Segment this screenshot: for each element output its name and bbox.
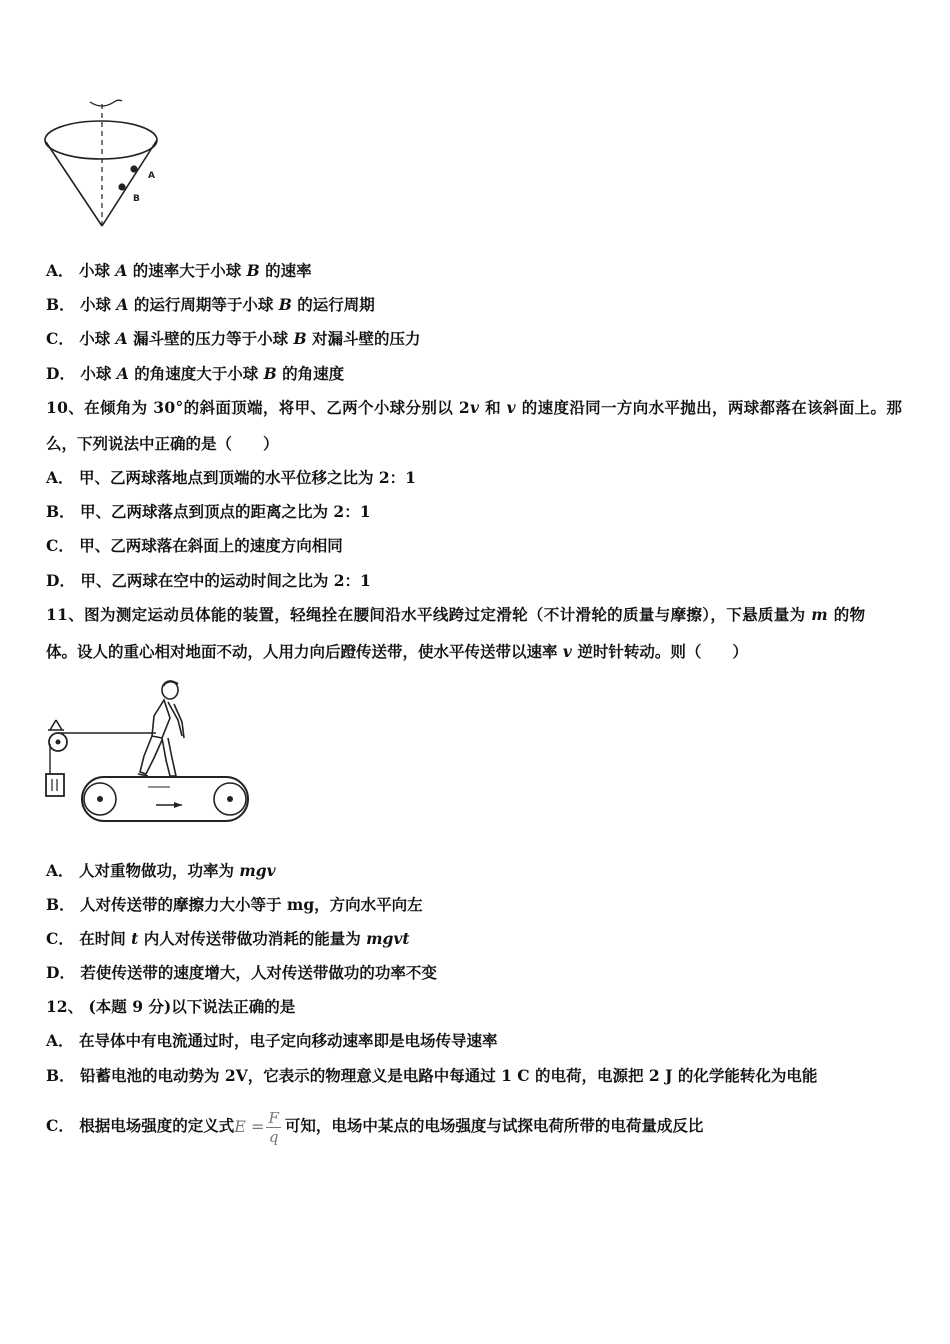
- cone-figure: [44, 96, 174, 236]
- pulley-stand: [48, 720, 64, 730]
- hanging-mass: [46, 774, 64, 796]
- athlete: [138, 681, 184, 777]
- ball-b: [118, 183, 125, 190]
- q10-option-b: B． 甲、乙两球落点到顶点的距离之比为 2：1: [46, 502, 371, 521]
- q10-stem-line2: 么，下列说法中正确的是（ ）: [46, 434, 279, 453]
- q9-option-a: A． 小球 A 的速率大于小球 B 的速率: [46, 261, 312, 280]
- q10-option-d: D． 甲、乙两球在空中的运动时间之比为 2：1: [46, 571, 371, 590]
- q12-option-b: B． 铅蓄电池的电动势为 2V，它表示的物理意义是电路中每通过 1 C 的电荷，电源把 2 J 的化学能转化为电能: [46, 1066, 818, 1085]
- q12-option-c: C． 根据电场强度的定义式E = $\frac{F}{q}$ 可知，电场中某点的电场强度与试探电荷所带的电荷量成反比: [46, 1108, 704, 1146]
- label-b: B: [133, 194, 140, 204]
- q9-option-d: D． 小球 A 的角速度大于小球 B 的角速度: [46, 364, 345, 383]
- q11-stem-line2: 体。设人的重心相对地面不动，人用力向后蹬传送带，使水平传送带以速率 v 逆时针转动。则（ ）: [46, 642, 748, 661]
- rotation-arrow-icon: [90, 100, 122, 106]
- q12-stem: 12、 (本题 9 分)以下说法正确的是: [46, 997, 296, 1016]
- q11-option-a: A． 人对重物做功，功率为 mgv: [46, 861, 276, 880]
- q11-option-c: C． 在时间 t 内人对传送带做功消耗的能量为 mgvt: [46, 929, 410, 948]
- treadmill-figure: [44, 676, 254, 826]
- q9-option-c: C． 小球 A 漏斗壁的压力等于小球 B 对漏斗壁的压力: [46, 329, 421, 348]
- q10-stem-line1: 10、在倾角为 30°的斜面顶端，将甲、乙两个小球分别以 2v 和 v 的速度沿同一方向水平抛出，两球都落在该斜面上。那: [46, 398, 903, 417]
- cone-left-edge: [46, 142, 102, 226]
- q11-option-b: B． 人对传送带的摩擦力大小等于 mg，方向水平向左: [46, 895, 423, 914]
- cone-right-edge: [102, 140, 157, 226]
- q11-stem-line1: 11、图为测定运动员体能的装置，轻绳拴在腰间沿水平线跨过定滑轮（不计滑轮的质量与摩擦），下悬质量为 m 的物: [46, 605, 866, 624]
- field-formula-fraction: $\frac{F}{q}$: [268, 1108, 279, 1146]
- label-a: A: [148, 171, 155, 181]
- ball-a: [130, 165, 137, 172]
- cone-rim: [45, 121, 157, 159]
- q10-option-c: C． 甲、乙两球落在斜面上的速度方向相同: [46, 536, 343, 555]
- field-formula-lhs: E =: [234, 1117, 265, 1136]
- q12-option-a: A． 在导体中有电流通过时，电子定向移动速率即是电场传导速率: [46, 1031, 498, 1050]
- conveyor-belt: [82, 777, 248, 821]
- pulley-hub: [56, 740, 61, 745]
- q11-option-d: D． 若使传送带的速度增大，人对传送带做功的功率不变: [46, 963, 437, 982]
- q10-option-a: A． 甲、乙两球落地点到顶端的水平位移之比为 2：1: [46, 468, 416, 487]
- q9-option-b: B． 小球 A 的运行周期等于小球 B 的运行周期: [46, 295, 375, 314]
